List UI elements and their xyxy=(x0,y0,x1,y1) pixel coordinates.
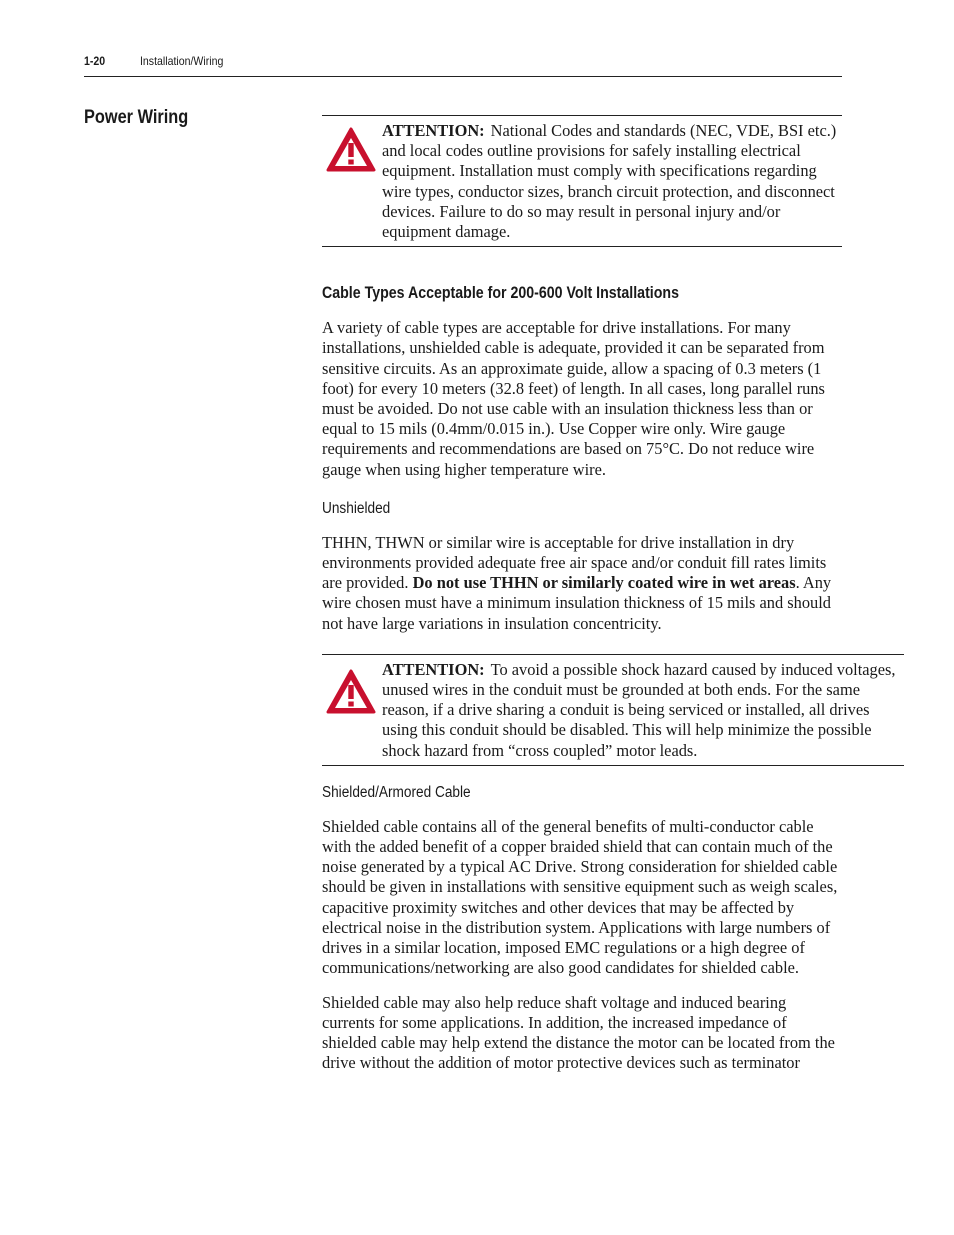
shielded-heading: Shielded/Armored Cable xyxy=(322,783,471,801)
attention-box-1 xyxy=(322,115,842,247)
chapter-title: Installation/Wiring xyxy=(140,54,224,68)
attention-label: ATTENTION: xyxy=(382,121,485,140)
warning-triangle-icon xyxy=(325,126,377,174)
attention-1-text xyxy=(382,121,842,242)
unshielded-warning-bold: Do not use THHN or similarly coated wire in wet areas xyxy=(412,573,796,593)
attention-2-body: To avoid a possible shock hazard caused by induced voltages, unused wires in the conduit must be grounded at both ends. For the same reason, if a drive sharing a conduit is being serviced or installed, all drives using this conduit should be disabled. This will help minimize the possible shock hazard from “cross coupled” motor leads. xyxy=(382,659,896,760)
main-content xyxy=(322,115,896,1073)
unshielded-heading: Unshielded xyxy=(322,499,391,517)
attention-box-2 xyxy=(322,654,904,766)
page-header xyxy=(84,52,842,77)
page-number: 1-20 xyxy=(84,54,106,68)
attention-label: ATTENTION: xyxy=(382,659,485,679)
section-title: Power Wiring xyxy=(84,107,189,128)
cable-types-paragraph: A variety of cable types are acceptable for drive installations. For many installations, unshielded cable is adequate, provided it can be separated from sensitive circuits. As an approximate guide, allow a spacing of 0.3 meters (1 foot) for every 10 meters (32.8 feet) of length. In all cases, long parallel runs must be avoided. Do not use cable with an insulation thickness less than or equal to 15 mils (0.4mm/0.015 in.). Use Copper wire only. Wire gauge requirements and recommendations are based on 75°C. Do not reduce wire gauge when using higher temperature wire. xyxy=(322,318,825,479)
unshielded-paragraph xyxy=(322,533,842,634)
cable-types-heading: Cable Types Acceptable for 200-600 Volt Installations xyxy=(322,284,679,303)
shielded-paragraph-1: Shielded cable contains all of the general benefits of multi-conductor cable with the added benefit of a copper braided shield that can contain much of the noise generated by a typical AC Drive. Strong consideration for shielded cable should be given in installations with sensitive equipment such as weigh scales, capacitive proximity switches and other devices that may be affected by electrical noise in the distribution system. Applications with large numbers of drives in a similar location, imposed EMC regulations or a high degree of communications/networking are also good candidates for shielded cable. xyxy=(322,816,838,978)
unshielded-text-after: . Any wire chosen must have a minimum insulation thickness of 15 mils and should not have large variations in insulation concentricity. xyxy=(322,573,832,633)
shielded-paragraph-2: Shielded cable may also help reduce shaft voltage and induced bearing currents for some applications. In addition, the increased impedance of shielded cable may help extend the distance the motor can be located from the drive without the addition of motor protective devices such as terminator xyxy=(322,992,835,1073)
warning-triangle-icon xyxy=(325,668,377,716)
unshielded-text-before: THHN, THWN or similar wire is acceptable for drive installation in dry environments provided adequate free air space and/or conduit fill rates limits are provided. xyxy=(322,532,827,593)
attention-2-text xyxy=(382,660,904,761)
attention-1-body: National Codes and standards (NEC, VDE, BSI etc.) and local codes outline provisions for safely installing electrical equipment. Installation must comply with specifications regarding wire types, conductor sizes, branch circuit protection, and disconnect devices. Failure to do so may result in personal injury and/or equipment damage. xyxy=(382,121,837,242)
